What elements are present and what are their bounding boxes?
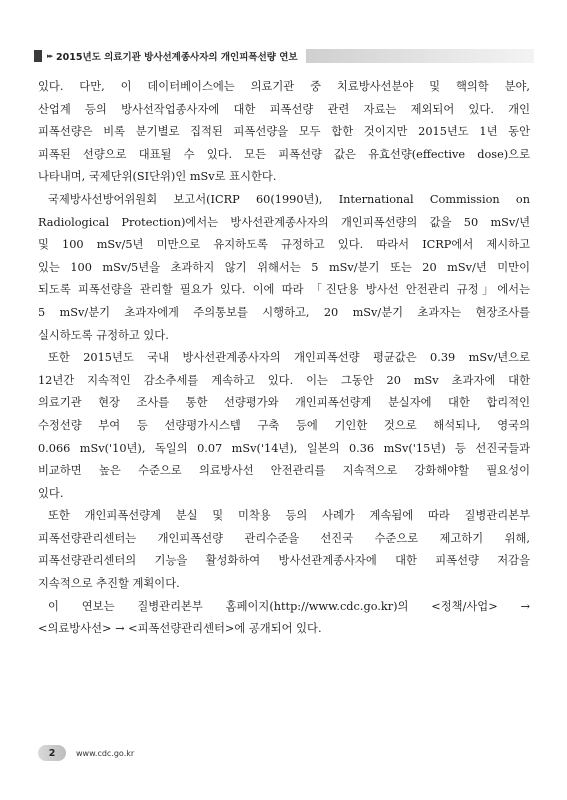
page-number: 2 bbox=[38, 745, 66, 761]
paragraph-line: 실시하도록 규정하고 있다. bbox=[38, 328, 169, 342]
header-title: 2015년도 의료기관 방사선계종사자의 개인피폭선량 연보 bbox=[56, 51, 298, 63]
paragraph-line: 나타내며, 국제단위(SI단위)인 mSv로 표시한다. bbox=[38, 170, 277, 184]
paragraph-line: 산업계 등의 방사선작업종사자에 대한 피폭선량 관련 자료는 제외되어 있다. 개인 bbox=[38, 102, 530, 116]
header-marker-icon bbox=[34, 50, 42, 62]
paragraph-line: 또한 2015년도 국내 방사선관계종사자의 개인피폭선량 평균값은 0.39 mSv/년으로 bbox=[48, 351, 530, 365]
paragraph-line: 있다. bbox=[38, 486, 64, 500]
paragraph-line: 비교하면 높은 수준으로 의료방사선 안전관리를 지속적으로 강화해야할 필요성이 bbox=[38, 464, 530, 478]
document-body bbox=[38, 76, 530, 641]
header-gradient-bar bbox=[306, 49, 534, 63]
paragraph-line: 있다. 다만, 이 데이터베이스에는 의료기관 중 치료방사선분야 및 핵의학 분야, bbox=[38, 80, 530, 93]
paragraph-line: 12년간 지속적인 감소추세를 계속하고 있다. 이는 그동안 20 mSv 초과자에 대한 bbox=[38, 373, 530, 387]
paragraph-line: 의료기관 현장 조사를 통한 선량평가와 개인피폭선량계 분실자에 대한 합리적인 bbox=[38, 396, 530, 410]
double-arrow-icon: ▸▸ bbox=[47, 51, 53, 60]
paragraph-line: <의료방사선> → <피폭선량관리센터>에 공개되어 있다. bbox=[38, 622, 322, 636]
paragraph-line: 국제방사선방어위원회 보고서(ICRP 60(1990년), International Commission on bbox=[48, 192, 530, 206]
paragraph-line: 피폭선량관리센터는 개인피폭선량 관리수준을 선진국 수준으로 제고하기 위해, bbox=[38, 531, 530, 545]
page-footer bbox=[38, 744, 134, 762]
paragraph bbox=[38, 76, 530, 189]
paragraph-line: 있는 100 mSv/5년을 초과하지 않기 위해서는 5 mSv/분기 또는 20 mSv/년 미만이 bbox=[38, 260, 530, 274]
paragraph-line: 피폭된 선량으로 대표될 수 있다. 모든 피폭선량 값은 유효선량(effective dose)으로 bbox=[38, 147, 530, 161]
paragraph bbox=[38, 596, 530, 641]
paragraph-line: Radiological Protection)에서는 방사선관계종사자의 개인피폭선량의 값을 50 mSv/년 bbox=[38, 215, 530, 229]
paragraph-line: 및 100 mSv/5년 미만으로 유지하도록 규정하고 있다. 따라서 ICRP에서 제시하고 bbox=[38, 238, 530, 252]
paragraph-line: 5 mSv/분기 초과자에게 주의통보를 시행하고, 20 mSv/분기 초과자는 현장조사를 bbox=[38, 305, 530, 319]
paragraph bbox=[38, 347, 530, 505]
footer-url: www.cdc.go.kr bbox=[76, 748, 135, 758]
paragraph-line: 이 연보는 질병관리본부 홈페이지(http://www.cdc.go.kr)의 <정책/사업> → bbox=[48, 599, 530, 613]
paragraph-line: 0.066 mSv('10년), 독일의 0.07 mSv('14년), 일본의 0.36 mSv('15년) 등 선진국들과 bbox=[38, 441, 530, 455]
paragraph bbox=[38, 189, 530, 347]
paragraph-line: 피폭선량관리센터의 기능을 활성화하여 방사선관계종사자에 대한 피폭선량 저감을 bbox=[38, 554, 530, 568]
paragraph-line: 수정선량 부여 등 선량평가시스템 구축 등에 기인한 것으로 해석되나, 영국의 bbox=[38, 418, 530, 432]
paragraph-line: 피폭선량은 비록 분기별로 집적된 피폭선량을 모두 합한 것이지만 2015년도 1년 동안 bbox=[38, 125, 530, 139]
paragraph-line: 또한 개인피폭선량계 분실 및 미착용 등의 사례가 계속됨에 따라 질병관리본부 bbox=[48, 509, 530, 523]
paragraph bbox=[38, 505, 530, 595]
paragraph-line: 지속적으로 추진할 계획이다. bbox=[38, 577, 180, 591]
paragraph-line: 되도록 피폭선량을 관리할 필요가 있다. 이에 따라 「진단용 방사선 안전관리 규정」에서는 bbox=[38, 283, 530, 297]
page-header bbox=[34, 47, 534, 64]
